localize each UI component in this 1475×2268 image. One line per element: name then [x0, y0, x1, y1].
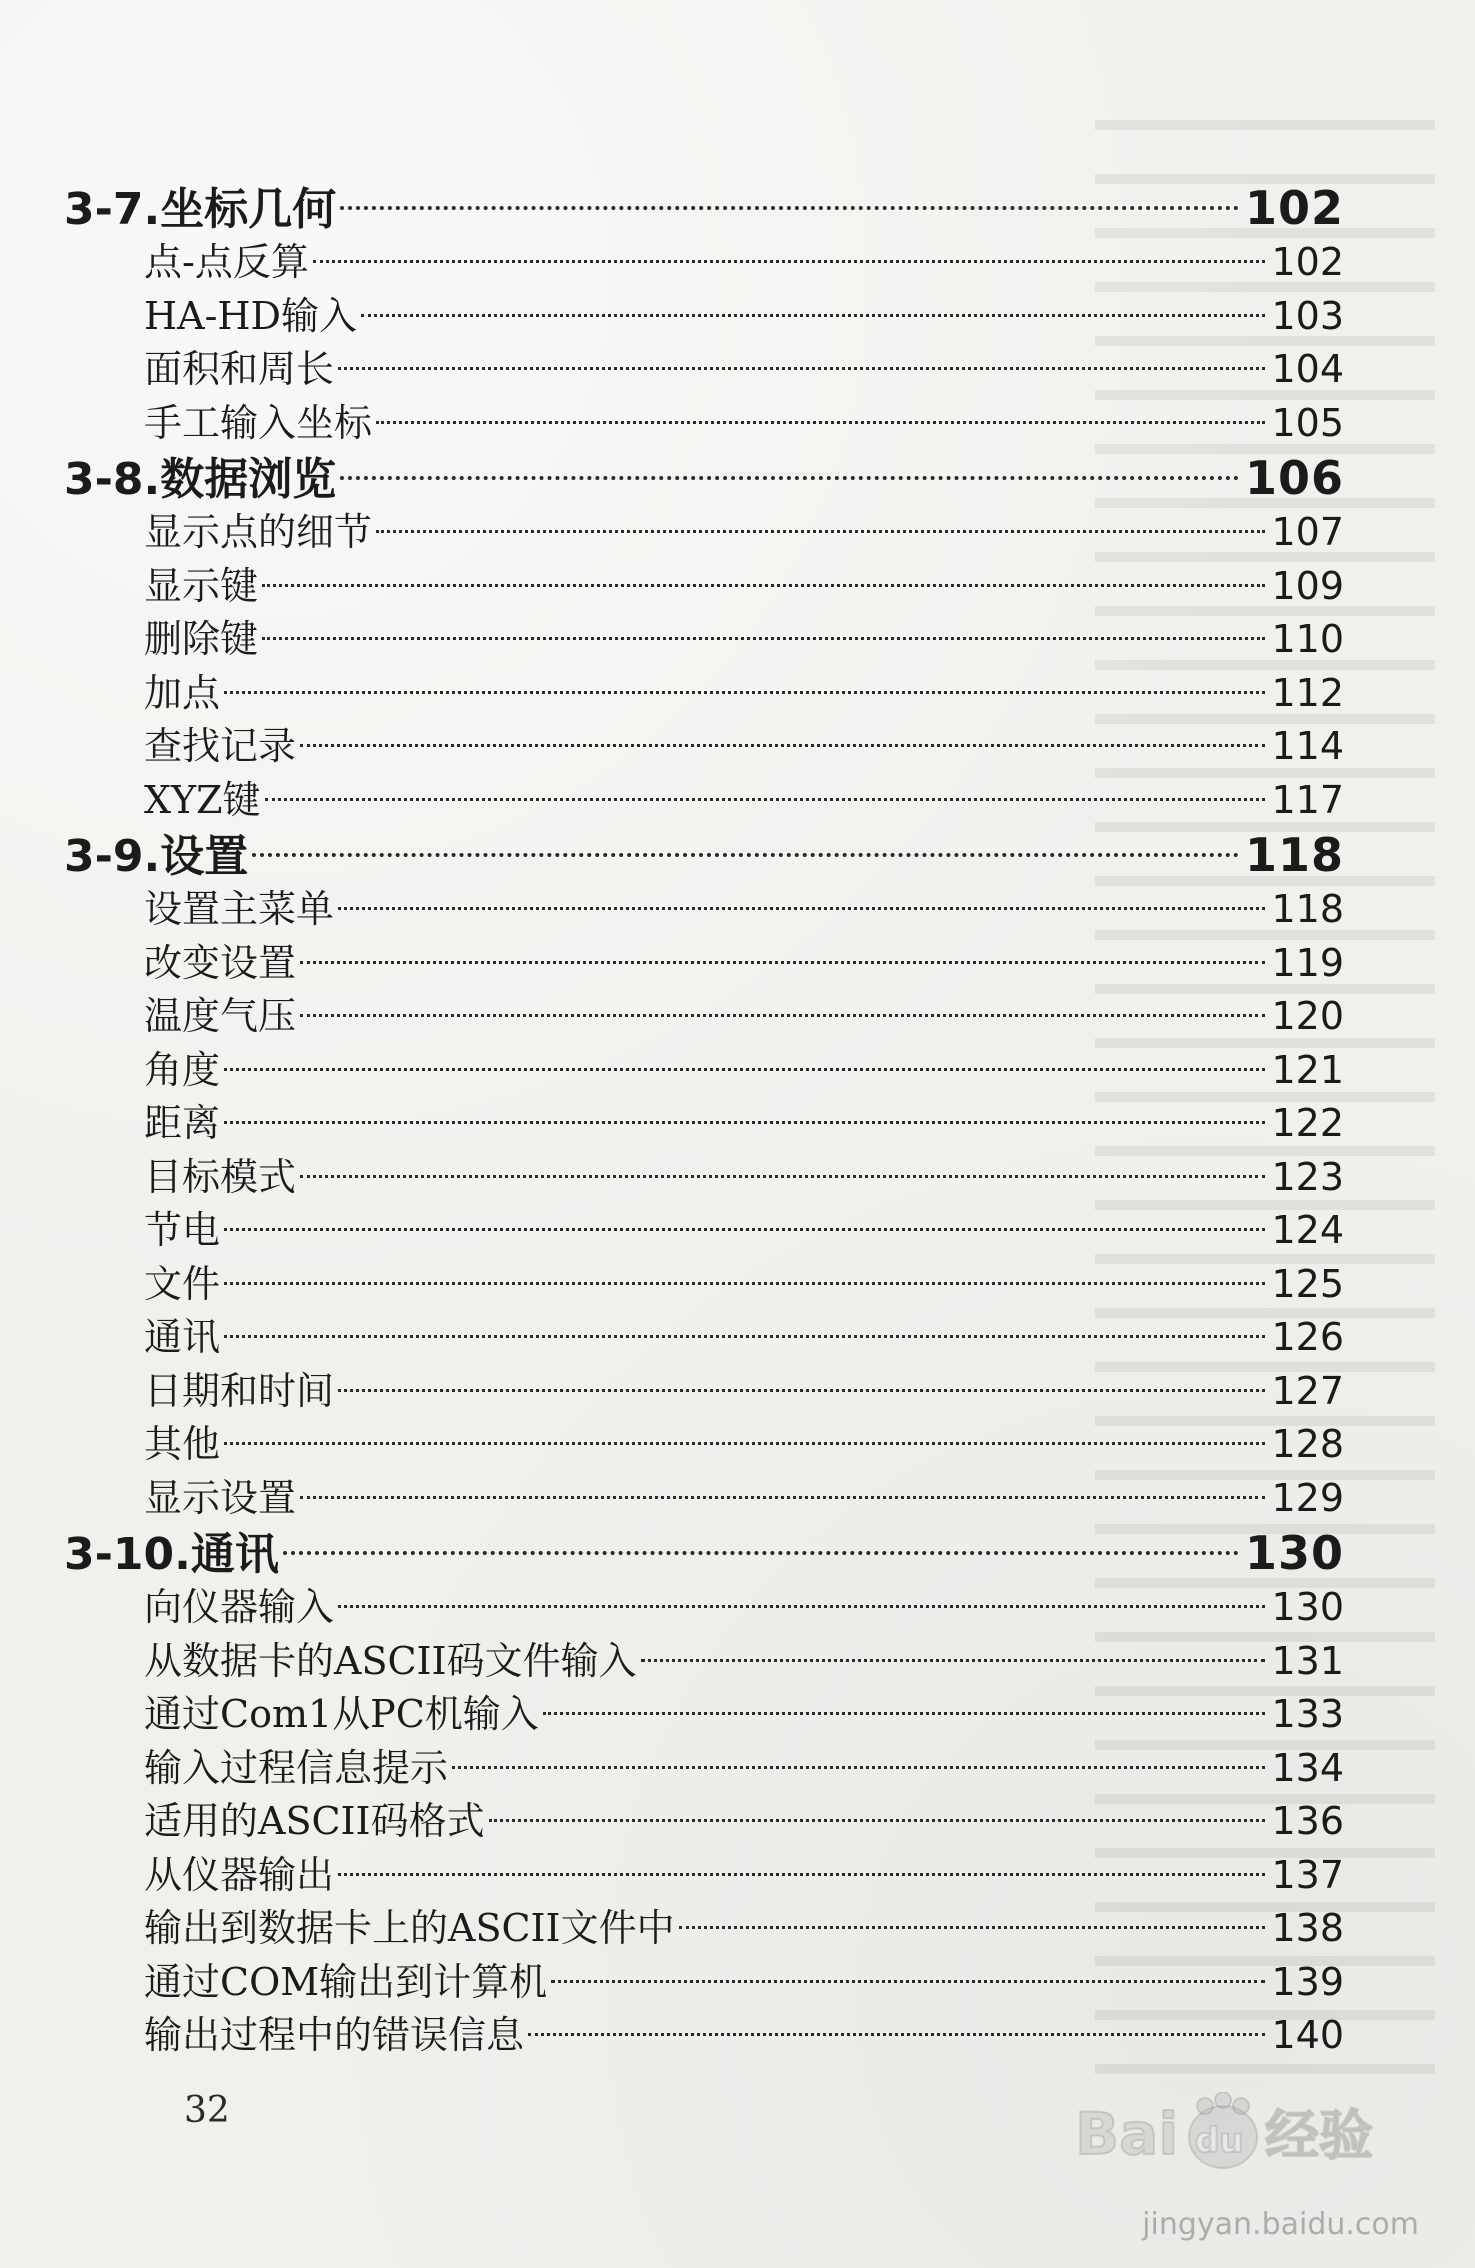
toc-entry-title: 向仪器输入: [144, 1585, 335, 1629]
toc-page-number: 131: [1271, 1638, 1344, 1683]
baidu-jingyan-logo: [1075, 2092, 1435, 2182]
toc-subsection-row: [64, 236, 1344, 290]
toc-subsection-row: [64, 1044, 1344, 1098]
toc-page-number: 122: [1271, 1101, 1344, 1145]
dot-leader: [338, 1389, 1265, 1392]
toc-subsection-row: [64, 1581, 1344, 1635]
toc-page-number: 102: [1244, 181, 1344, 235]
toc-entry-title: 距离: [144, 1101, 221, 1145]
toc-entry-title: 角度: [144, 1047, 221, 1092]
dot-leader: [262, 584, 1265, 587]
dot-leader: [641, 1659, 1266, 1662]
dot-leader: [265, 798, 1266, 801]
svg-text:du: du: [1195, 2121, 1244, 2161]
toc-subsection-row: [64, 1849, 1344, 1903]
toc-page-number: 121: [1271, 1047, 1344, 1092]
toc-section-title: 3-9.设置: [64, 831, 249, 882]
toc-page-number: 114: [1271, 724, 1344, 768]
toc-section-row: [64, 180, 1344, 236]
toc-page-number: 123: [1271, 1154, 1344, 1199]
dot-leader: [340, 206, 1239, 210]
toc-page-number: 118: [1271, 887, 1344, 931]
toc-subsection-row: [64, 1688, 1344, 1742]
toc-page-number: 109: [1271, 563, 1344, 608]
toc-page-number: 117: [1271, 777, 1344, 822]
dot-leader: [300, 1496, 1265, 1499]
toc-page-number: 110: [1271, 617, 1344, 661]
toc-entry-title: 日期和时间: [144, 1368, 335, 1413]
page-number: 32: [184, 2090, 230, 2131]
toc-subsection-row: [64, 1742, 1344, 1796]
toc-page-number: 103: [1271, 293, 1344, 338]
toc-entry-title: 其他: [144, 1422, 221, 1466]
toc-subsection-row: [64, 720, 1344, 774]
toc-section-row: [64, 1525, 1344, 1581]
dot-leader: [489, 1819, 1266, 1822]
toc-subsection-row: [64, 1418, 1344, 1472]
toc-entry-title: 改变设置: [144, 940, 297, 985]
toc-page-number: 134: [1271, 1745, 1344, 1790]
toc-page-number: 129: [1271, 1475, 1344, 1520]
dot-leader: [361, 314, 1265, 317]
dot-leader: [679, 1926, 1266, 1929]
toc-section-title: 3-8.数据浏览: [64, 454, 337, 505]
toc-page-number: 124: [1271, 1208, 1344, 1252]
toc-entry-title: 节电: [144, 1208, 221, 1252]
dot-leader: [338, 1605, 1265, 1608]
dot-leader: [224, 1228, 1265, 1231]
toc-page-number: 118: [1244, 828, 1344, 882]
toc-entry-title: 显示点的细节: [144, 510, 373, 554]
dot-leader: [262, 637, 1265, 640]
toc-entry-title: 温度气压: [144, 994, 297, 1038]
toc-entry-title: 输入过程信息提示: [144, 1745, 449, 1790]
dot-leader: [338, 1873, 1265, 1876]
toc-subsection-row: [64, 1151, 1344, 1205]
toc-entry-title: 目标模式: [144, 1154, 297, 1199]
toc-subsection-row: [64, 290, 1344, 344]
dot-leader: [543, 1712, 1266, 1715]
toc-entry-title: 从数据卡的ASCII码文件输入: [144, 1638, 637, 1683]
toc-page-number: 125: [1271, 1261, 1344, 1306]
toc-entry-title: 点-点反算: [144, 240, 309, 284]
dot-leader: [340, 476, 1239, 480]
toc-entry-title: 加点: [144, 670, 221, 715]
toc-entry-title: 输出过程中的错误信息: [144, 2013, 525, 2057]
dot-leader: [300, 961, 1265, 964]
toc-page-number: 139: [1271, 1959, 1344, 2004]
toc-subsection-row: [64, 774, 1344, 828]
toc-subsection-row: [64, 1795, 1344, 1849]
toc-entry-title: 显示设置: [144, 1475, 297, 1520]
toc-entry-title: 从仪器输出: [144, 1852, 335, 1897]
toc-entry-title: 设置主菜单: [144, 887, 335, 931]
toc-subsection-row: [64, 560, 1344, 614]
dot-leader: [452, 1766, 1265, 1769]
toc-page-number: 136: [1271, 1799, 1344, 1843]
dot-leader: [338, 907, 1265, 910]
toc-entry-title: 手工输入坐标: [144, 400, 373, 445]
dot-leader: [224, 1442, 1265, 1445]
toc-subsection-row: [64, 2009, 1344, 2063]
toc-page-number: 133: [1271, 1692, 1344, 1736]
dot-leader: [300, 1014, 1265, 1017]
toc-page-number: 130: [1271, 1585, 1344, 1629]
dot-leader: [224, 691, 1265, 694]
toc-subsection-row: [64, 883, 1344, 937]
toc-subsection-row: [64, 506, 1344, 560]
dot-leader: [224, 1068, 1265, 1071]
toc-subsection-row: [64, 1097, 1344, 1151]
dot-leader: [283, 1551, 1239, 1555]
toc-page-number: 107: [1271, 510, 1344, 554]
toc-section-row: [64, 450, 1344, 506]
toc-subsection-row: [64, 1472, 1344, 1526]
toc-page-number: 137: [1271, 1852, 1344, 1897]
toc-page-number: 119: [1271, 940, 1344, 985]
toc-page-number: 127: [1271, 1368, 1344, 1413]
dot-leader: [551, 1980, 1265, 1983]
toc-entry-title: 通讯: [144, 1315, 221, 1359]
dot-leader: [338, 367, 1265, 370]
toc-entry-title: 输出到数据卡上的ASCII文件中: [144, 1906, 675, 1950]
toc-entry-title: 显示键: [144, 563, 259, 608]
toc-entry-title: 删除键: [144, 617, 259, 661]
dot-leader: [376, 421, 1265, 424]
toc-entry-title: 面积和周长: [144, 347, 335, 391]
baidu-watermark: [1075, 2092, 1435, 2242]
toc-entry-title: 查找记录: [144, 724, 297, 768]
toc-subsection-row: [64, 343, 1344, 397]
toc-entry-title: 通过Com1从PC机输入: [144, 1692, 539, 1736]
svg-text:Bai: Bai: [1075, 2100, 1179, 2168]
dot-leader: [224, 1282, 1265, 1285]
toc-entry-title: 适用的ASCII码格式: [144, 1799, 485, 1843]
toc-subsection-row: [64, 1204, 1344, 1258]
dot-leader: [224, 1121, 1265, 1124]
toc-subsection-row: [64, 1635, 1344, 1689]
dot-leader: [300, 1175, 1265, 1178]
table-of-contents: [64, 180, 1344, 2063]
toc-section-row: [64, 827, 1344, 883]
toc-subsection-row: [64, 613, 1344, 667]
toc-page-number: 112: [1271, 670, 1344, 715]
toc-subsection-row: [64, 1365, 1344, 1419]
svg-text:经验: 经验: [1265, 2104, 1373, 2167]
toc-entry-title: 通过COM输出到计算机: [144, 1959, 548, 2004]
dot-leader: [300, 744, 1265, 747]
toc-page-number: 126: [1271, 1315, 1344, 1359]
dot-leader: [313, 260, 1266, 263]
toc-entry-title: 文件: [144, 1261, 221, 1306]
toc-subsection-row: [64, 1956, 1344, 2010]
toc-subsection-row: [64, 667, 1344, 721]
toc-page-number: 105: [1271, 400, 1344, 445]
toc-page-number: 140: [1271, 2013, 1344, 2057]
dot-leader: [376, 530, 1265, 533]
toc-subsection-row: [64, 1258, 1344, 1312]
toc-subsection-row: [64, 1311, 1344, 1365]
dot-leader: [224, 1335, 1265, 1338]
toc-page-number: 120: [1271, 994, 1344, 1038]
toc-subsection-row: [64, 990, 1344, 1044]
toc-page-number: 128: [1271, 1422, 1344, 1466]
toc-section-title: 3-10.通讯: [64, 1529, 279, 1580]
toc-page-number: 102: [1271, 240, 1344, 284]
toc-page-number: 104: [1271, 347, 1344, 391]
watermark-url: jingyan.baidu.com: [1142, 2207, 1419, 2242]
dot-leader: [252, 853, 1239, 857]
toc-page-number: 138: [1271, 1906, 1344, 1950]
toc-entry-title: HA-HD输入: [144, 293, 358, 338]
toc-page-number: 130: [1244, 1526, 1344, 1580]
dot-leader: [528, 2033, 1265, 2036]
toc-subsection-row: [64, 397, 1344, 451]
toc-section-title: 3-7.坐标几何: [64, 184, 337, 235]
toc-subsection-row: [64, 937, 1344, 991]
toc-page-number: 106: [1244, 451, 1344, 505]
toc-subsection-row: [64, 1902, 1344, 1956]
toc-entry-title: XYZ键: [144, 777, 261, 822]
